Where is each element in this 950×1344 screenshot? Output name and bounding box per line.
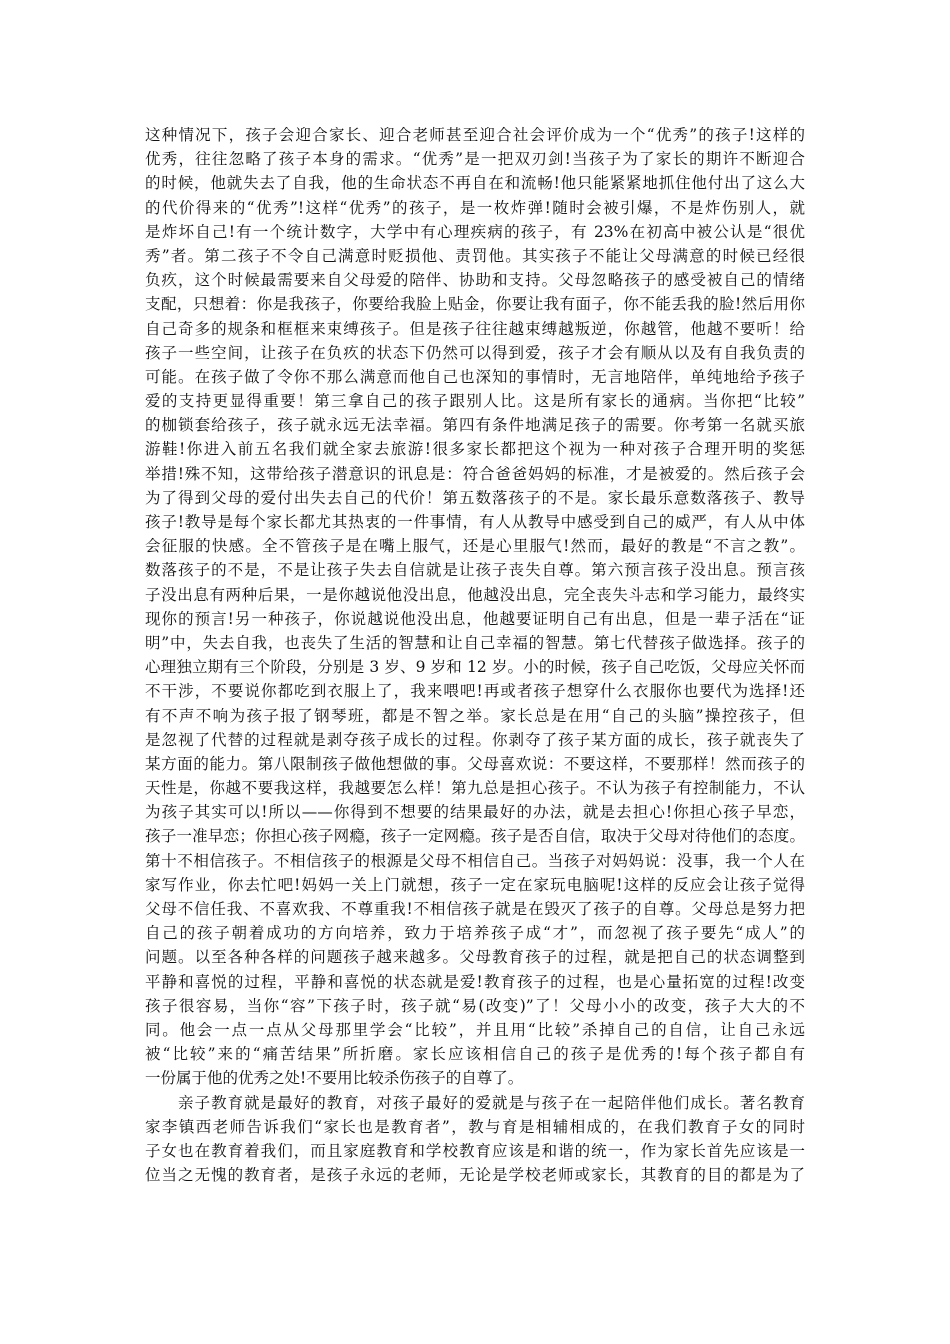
text-line: 举措!殊不知，这带给孩子潜意识的讯息是：符合爸爸妈妈的标准，才是被爱的。然后孩子会: [145, 464, 805, 483]
text-line: 游鞋!你进入前五名我们就全家去旅游!很多家长都把这个视为一种对孩子合理开明的奖惩: [145, 440, 805, 459]
text-line: 同。他会一点一点从父母那里学会“比较”，并且用“比较”杀掉自己的自信，让自己永远: [145, 1020, 805, 1039]
text-line: 秀”者。第二孩子不令自己满意时贬损他、责罚他。其实孩子不能让父母满意的时候已经很: [145, 246, 805, 265]
paragraph: [145, 123, 805, 1091]
text-line: 第十不相信孩子。不相信孩子的根源是父母不相信自己。当孩子对妈妈说：没事，我一个人在: [145, 851, 805, 870]
text-line: 心理独立期有三个阶段，分别是 3 岁、9 岁和 12 岁。小的时候，孩子自己吃饭，父母应关怀而: [145, 658, 805, 677]
text-line: 不干涉，不要说你都吃到衣服上了，我来喂吧!再或者孩子想穿什么衣服你也要代为选择!还: [145, 682, 805, 701]
text-line: 子女也在教育着我们，而且家庭教育和学校教育应该是和谐的统一，作为家长首先应该是一: [145, 1141, 805, 1160]
text-line: 亲子教育就是最好的教育，对孩子最好的爱就是与孩子在一起陪伴他们成长。著名教育: [145, 1093, 805, 1112]
text-line: 孩子很容易，当你“容”下孩子时，孩子就“易(改变)”了！父母小小的改变，孩子大大的不: [145, 996, 805, 1015]
text-line: 问题。以至各种各样的问题孩子越来越多。父母教育孩子的过程，就是把自己的状态调整到: [145, 948, 805, 967]
text-line: 数落孩子的不是，不是让孩子失去自信就是让孩子丧失自尊。第六预言孩子没出息。预言孩: [145, 561, 805, 580]
text-line: 这种情况下，孩子会迎合家长、迎合老师甚至迎合社会评价成为一个“优秀”的孩子!这样的: [145, 126, 805, 144]
text-line: 明”中，失去自我，也丧失了生活的智慧和让自己幸福的智慧。第七代替孩子做选择。孩子的: [145, 633, 805, 652]
text-line: 自己奇多的规条和框框来束缚孩子。但是孩子往往越束缚越叛逆，你越管，他越不要听！给: [145, 319, 805, 338]
text-line: 负疚，这个时候最需要来自父母爱的陪伴、协助和支持。父母忽略孩子的感受被自己的情绪: [145, 271, 805, 290]
text-line: 自己的孩子朝着成功的方向培养，致力于培养孩子成“才”，而忽视了孩子要先“成人”的: [145, 924, 805, 943]
text-line: 优秀，往往忽略了孩子本身的需求。“优秀”是一把双刃剑!当孩子为了家长的期许不断迎合: [145, 150, 805, 169]
text-line: 为了得到父母的爱付出失去自己的代价！第五数落孩子的不是。家长最乐意数落孩子、教导: [145, 488, 805, 507]
paragraph: [145, 1091, 805, 1188]
text-line: 是忽视了代替的过程就是剥夺孩子成长的过程。你剥夺了孩子某方面的成长，孩子就丧失了: [145, 730, 805, 749]
text-line: 子没出息有两种后果，一是你越说他没出息，他越没出息，完全丧失斗志和学习能力，最终实: [145, 585, 805, 604]
text-line: 孩子一准早恋；你担心孩子网瘾，孩子一定网瘾。孩子是否自信，取决于父母对待他们的态度。: [145, 827, 805, 846]
text-line: 父母不信任我、不喜欢我、不尊重我!不相信孩子就是在毁灭了孩子的自尊。父母总是努力把: [145, 900, 805, 918]
text-line: 的代价得来的“优秀”!这样“优秀”的孩子，是一枚炸弹!随时会被引爆，不是炸伤别人，就: [145, 198, 805, 217]
text-line: 被“比较”来的“痛苦结果”所折磨。家长应该相信自己的孩子是优秀的!每个孩子都自有: [145, 1045, 805, 1064]
text-line: 某方面的能力。第八限制孩子做他想做的事。父母喜欢说：不要这样，不要那样！然而孩子的: [145, 754, 805, 773]
body-text: [145, 123, 805, 1187]
text-line: 为孩子其实可以!所以——你得到不想要的结果最好的办法，就是去担心!你担心孩子早恋，: [145, 803, 805, 822]
text-line: 支配，只想着：你是我孩子，你要给我脸上贴金，你要让我有面子，你不能丢我的脸!然后用你: [145, 295, 805, 314]
text-line: 有不声不响为孩子报了钢琴班，都是不智之举。家长总是在用“自己的头脑”操控孩子，但: [145, 706, 805, 725]
text-line: 爱的支持更显得重要！第三拿自己的孩子跟别人比。这是所有家长的通病。当你把“比较”: [145, 392, 805, 411]
text-line: 的时候，他就失去了自我，他的生命状态不再自在和流畅!他只能紧紧地抓住他付出了这么大: [145, 174, 805, 193]
text-line: 孩子一些空间，让孩子在负疚的状态下仍然可以得到爱，孩子才会有顺从以及有自我负责的: [145, 343, 805, 362]
text-line: 平静和喜悦的过程，平静和喜悦的状态就是爱!教育孩子的过程，也是心量拓宽的过程!改变: [145, 972, 805, 991]
text-line: 家李镇西老师告诉我们“家长也是教育者”，教与育是相辅相成的，在我们教育子女的同时: [145, 1117, 805, 1136]
text-line: 一份属于他的优秀之处!不要用比较杀伤孩子的自尊了。: [145, 1069, 524, 1088]
text-line: 会征服的快感。全不管孩子是在嘴上服气，还是心里服气!然而，最好的教是“不言之教”。: [145, 537, 805, 556]
text-line: 孩子!教导是每个家长都尤其热衷的一件事情，有人从教导中感受到自己的威严，有人从中体: [145, 513, 805, 531]
text-line: 是炸坏自己!有一个统计数字，大学中有心理疾病的孩子，有 23%在初高中被公认是“很优: [145, 222, 805, 241]
text-line: 现你的预言!另一种孩子，你说越说他没出息，他越要证明自己有出息，但是一辈子活在“证: [145, 609, 805, 628]
text-line: 可能。在孩子做了令你不那么满意而他自己也深知的事情时，无言地陪伴，单纯地给予孩子: [145, 367, 805, 386]
text-line: 的枷锁套给孩子，孩子就永远无法幸福。第四有条件地满足孩子的需要。你考第一名就买旅: [145, 416, 805, 435]
text-line: 家写作业，你去忙吧!妈妈一关上门就想，孩子一定在家玩电脑呢!这样的反应会让孩子觉得: [145, 875, 805, 894]
text-line: 位当之无愧的教育者，是孩子永远的老师，无论是学校老师或家长，其教育的目的都是为了: [145, 1166, 805, 1185]
text-line: 天性是，你越不要我这样，我越要怎么样！第九总是担心孩子。不认为孩子有控制能力，不认: [145, 779, 805, 798]
